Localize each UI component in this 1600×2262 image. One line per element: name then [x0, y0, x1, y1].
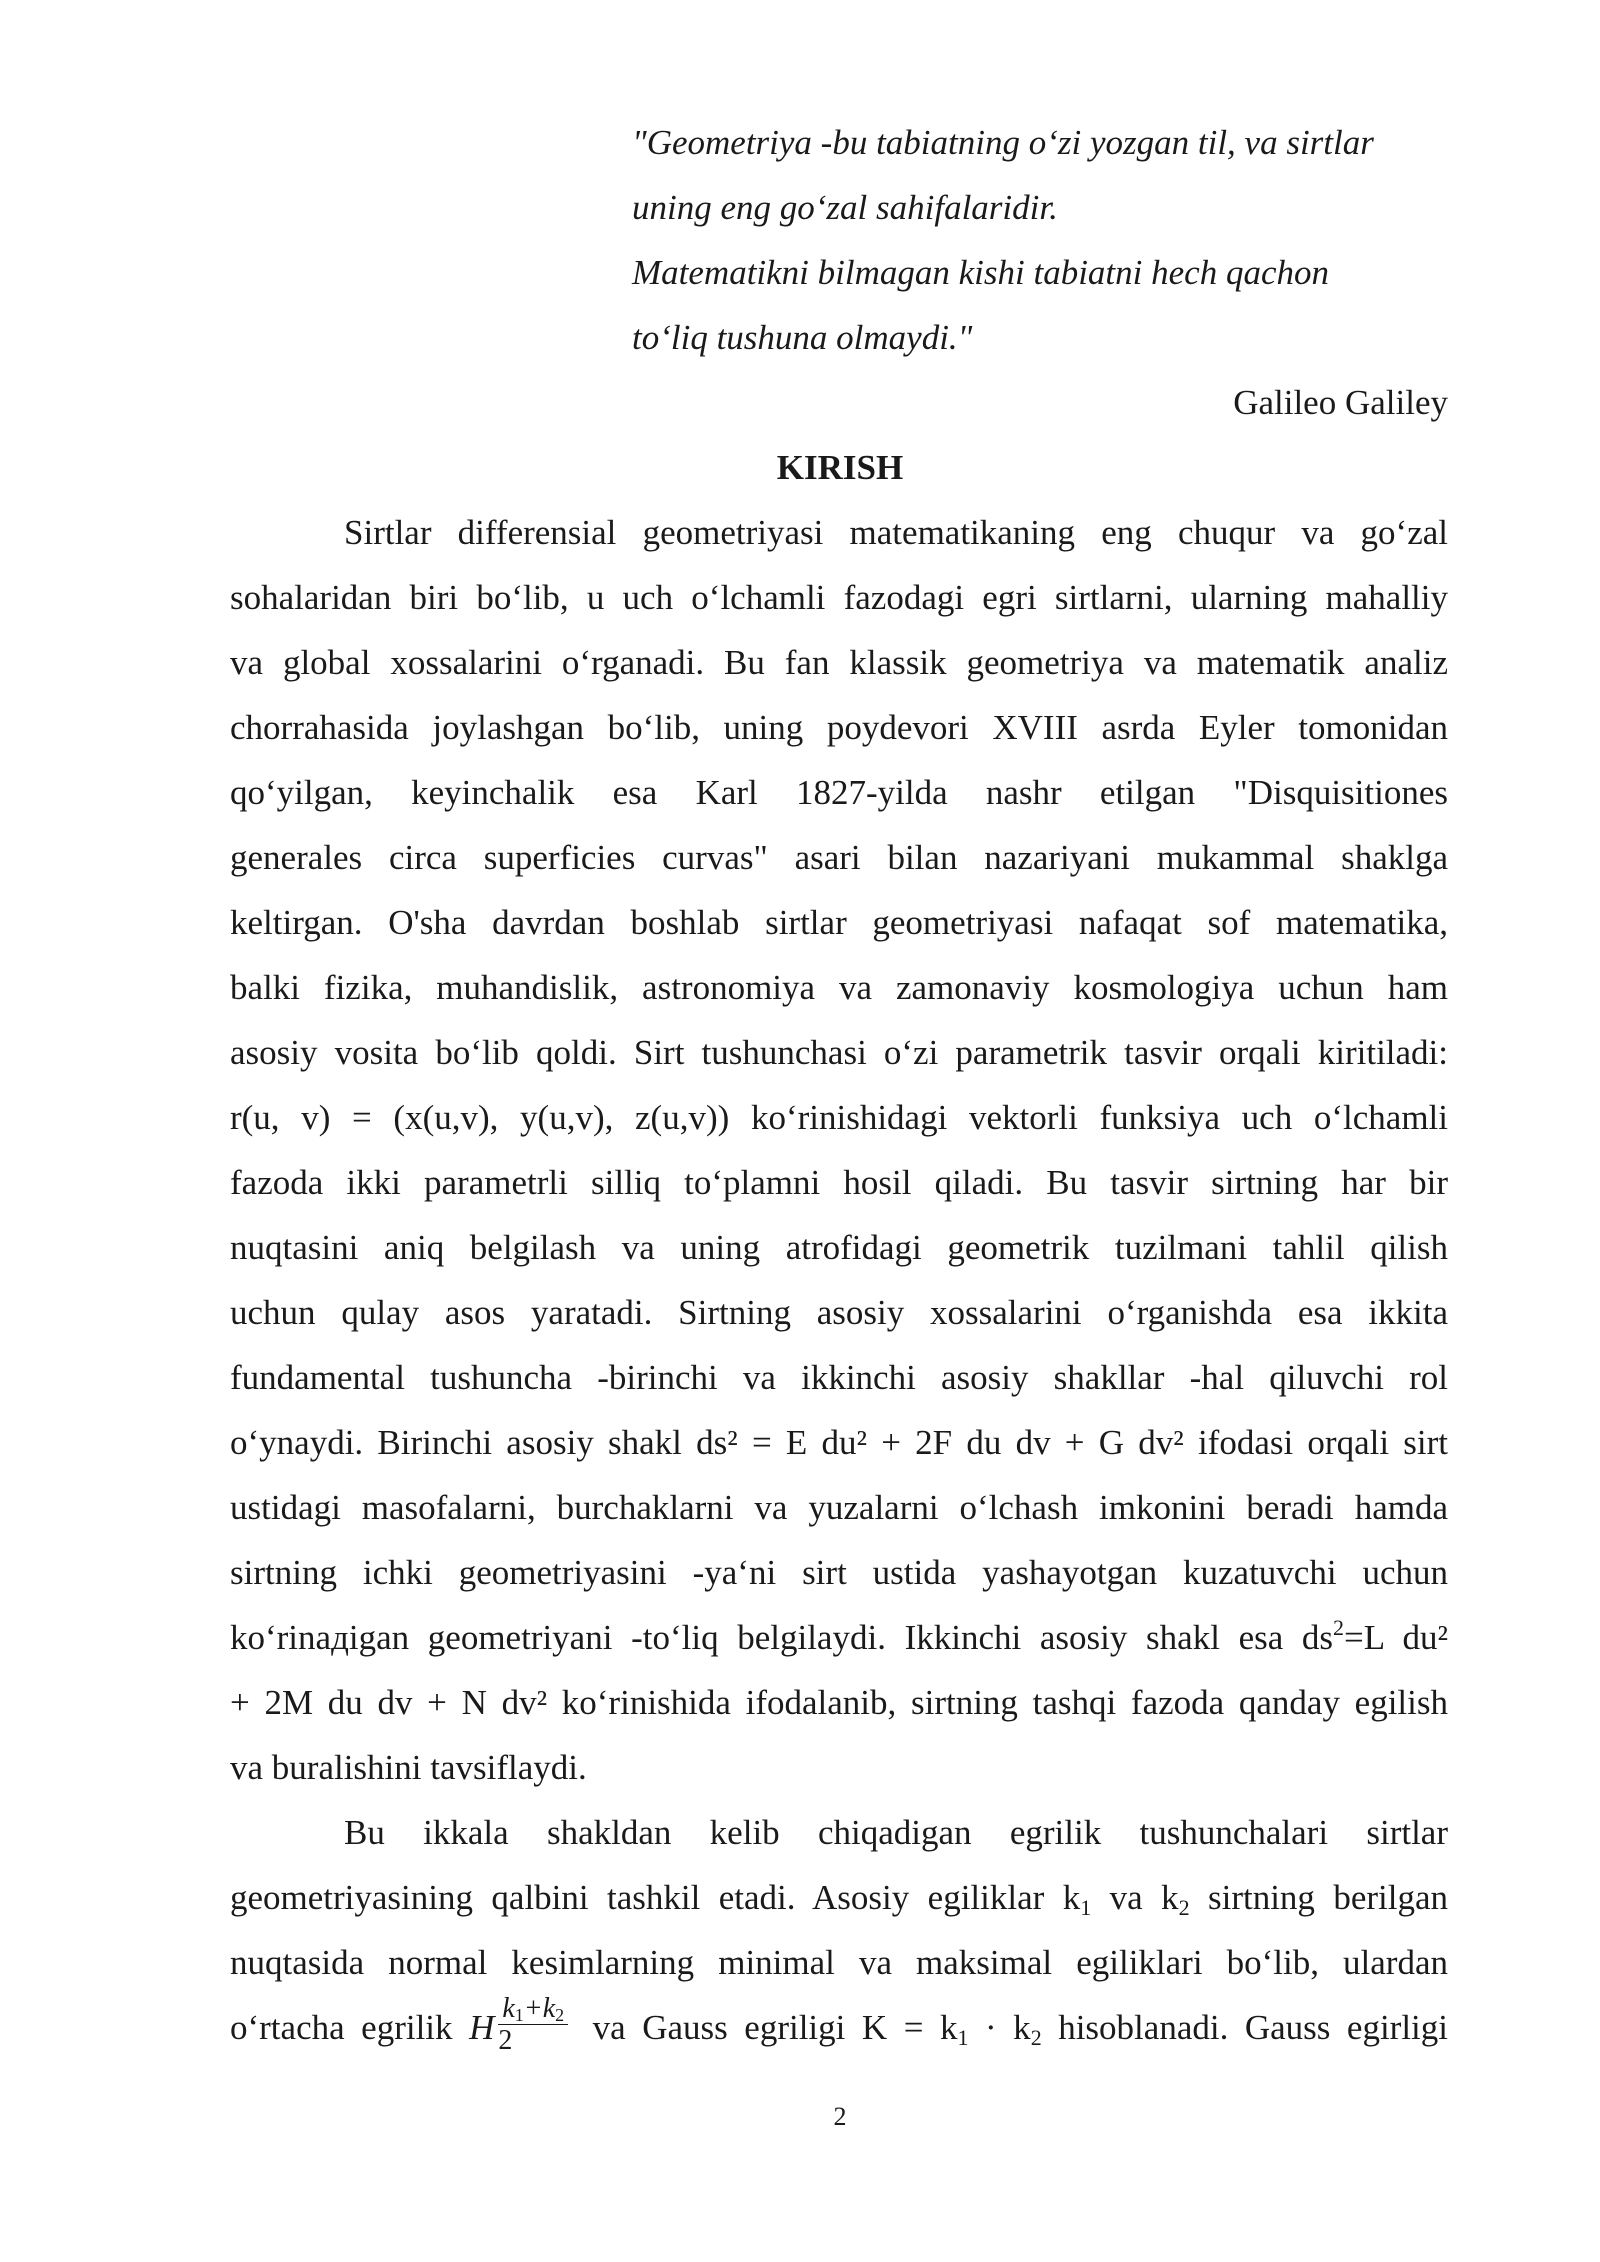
superscript: 2: [1333, 1615, 1345, 1640]
page-number: 2: [833, 2102, 847, 2131]
paragraph-line: nuqtasida normal kesimlarning minimal va maksimal egiliklari bo‘lib, ulardan: [230, 1943, 1448, 1982]
text-run: =L du²: [1344, 1618, 1448, 1657]
paragraph-line: sohalaridan biri bo‘lib, u uch o‘lchamli fazodagi egri sirtlarni, ularning mahalliy: [230, 578, 1448, 617]
text-run: hisoblanadi. Gauss egirligi: [1041, 2008, 1449, 2047]
paragraph-line: fundamental tushuncha -birinchi va ikkinchi asosiy shakllar -hal qiluvchi rol: [230, 1358, 1448, 1397]
fraction: [498, 1993, 568, 2057]
paragraph-line: asosiy vosita bo‘lib qoldi. Sirt tushunchasi o‘zi parametrik tasvir orqali kiritiladi:: [230, 1033, 1448, 1072]
section-title: KIRISH: [776, 448, 904, 487]
paragraph-line: balki fizika, muhandislik, astronomiya va zamonaviy kosmologiya uchun ham: [230, 968, 1448, 1007]
epigraph: [632, 110, 1452, 370]
paragraph-line: ustidagi masofalarni, burchaklarni va yuzalarni o‘lchash imkonini beradi hamda: [230, 1488, 1448, 1527]
paragraph-line: fazoda ikki parametrli silliq to‘plamni hosil qiladi. Bu tasvir sirtning har bir: [230, 1163, 1448, 1202]
epigraph-line: "Geometriya -bu tabiatning o‘zi yozgan til, va sirtlar: [632, 123, 1374, 162]
fraction-denominator: 2: [498, 2024, 513, 2056]
epigraph-line: Matematikni bilmagan kishi tabiatni hech qachon: [632, 253, 1329, 292]
text-run: geometriyasining qalbini tashkil etadi. Asosiy egiliklar k: [230, 1878, 1081, 1917]
paragraph-line: Bu ikkala shakldan kelib chiqadigan egrilik tushunchalari sirtlar: [344, 1813, 1448, 1852]
paragraph-line: [230, 1865, 1448, 1930]
fraction-numerator: [498, 1993, 568, 2025]
math-symbol: k: [542, 1992, 556, 2024]
paragraph-line: chorrahasida joylashgan bo‘lib, uning poydevori XVIII asrda Eyler tomonidan: [230, 708, 1448, 747]
paragraph-line: Sirtlar differensial geometriyasi matematikaning eng chuqur va go‘zal: [344, 513, 1448, 552]
paragraph-line: generales circa superficies curvas" asari bilan nazariyani mukammal shaklga: [230, 838, 1448, 877]
text-run: sirtning berilgan: [1189, 1878, 1449, 1917]
paragraph-line: [230, 1992, 1449, 2060]
paragraph-line: sirtning ichki geometriyasini -ya‘ni sirt ustida yashayotgan kuzatuvchi uchun: [230, 1553, 1448, 1592]
paragraph-line: nuqtasini aniq belgilash va uning atrofidagi geometrik tuzilmani tahlil qilish: [230, 1228, 1448, 1267]
body-text: [230, 500, 1448, 2060]
subscript: 2: [1030, 2025, 1042, 2050]
paragraph-line: va buralishini tavsiflaydi.: [230, 1748, 587, 1787]
paragraph-line: [230, 1605, 1448, 1670]
subscript: 1: [514, 2004, 524, 2025]
paragraph-line: uchun qulay asos yaratadi. Sirtning asosiy xossalarini o‘rganishda esa ikkita: [230, 1293, 1448, 1332]
text-run: o‘rtacha egrilik: [230, 2008, 470, 2047]
subscript: 2: [555, 2004, 565, 2025]
text-run: · k: [968, 2008, 1031, 2047]
paragraph-line: va global xossalarini o‘rganadi. Bu fan klassik geometriya va matematik analiz: [230, 643, 1448, 682]
paragraph-line: r(u, v) = (x(u,v), y(u,v), z(u,v)) ko‘rinishidagi vektorli funksiya uch o‘lchamli: [230, 1098, 1448, 1137]
math-symbol-h: H: [469, 2008, 495, 2047]
math-operator: +: [523, 1992, 543, 2024]
paragraph-line: keltirgan. O'sha davrdan boshlab sirtlar geometriyasi nafaqat sof matematika,: [230, 903, 1448, 942]
subscript: 1: [957, 2025, 969, 2050]
paragraph-line: o‘ynaydi. Birinchi asosiy shakl ds² = E du² + 2F du dv + G dv² ifodasi orqali sirt: [230, 1423, 1448, 1462]
epigraph-line: to‘liq tushuna olmaydi.": [632, 318, 973, 357]
text-run: va k: [1091, 1878, 1179, 1917]
epigraph-author: Galileo Galiley: [1233, 383, 1448, 422]
text-run: ko‘rinадigan geometriyani -to‘liq belgilaydi. Ikkinchi asosiy shakl esa ds: [230, 1618, 1334, 1657]
paragraph-line: qo‘yilgan, keyinchalik esa Karl 1827-yilda nashr etilgan "Disquisitiones: [230, 773, 1448, 812]
math-symbol: k: [502, 1992, 515, 2024]
subscript: 1: [1080, 1895, 1092, 1920]
text-run: va Gauss egriligi K = k: [576, 2008, 958, 2047]
subscript: 2: [1178, 1895, 1190, 1920]
epigraph-line: uning eng go‘zal sahifalaridir.: [632, 188, 1058, 227]
paragraph-line: + 2M du dv + N dv² ko‘rinishida ifodalanib, sirtning tashqi fazoda qanday egilish: [230, 1683, 1448, 1722]
